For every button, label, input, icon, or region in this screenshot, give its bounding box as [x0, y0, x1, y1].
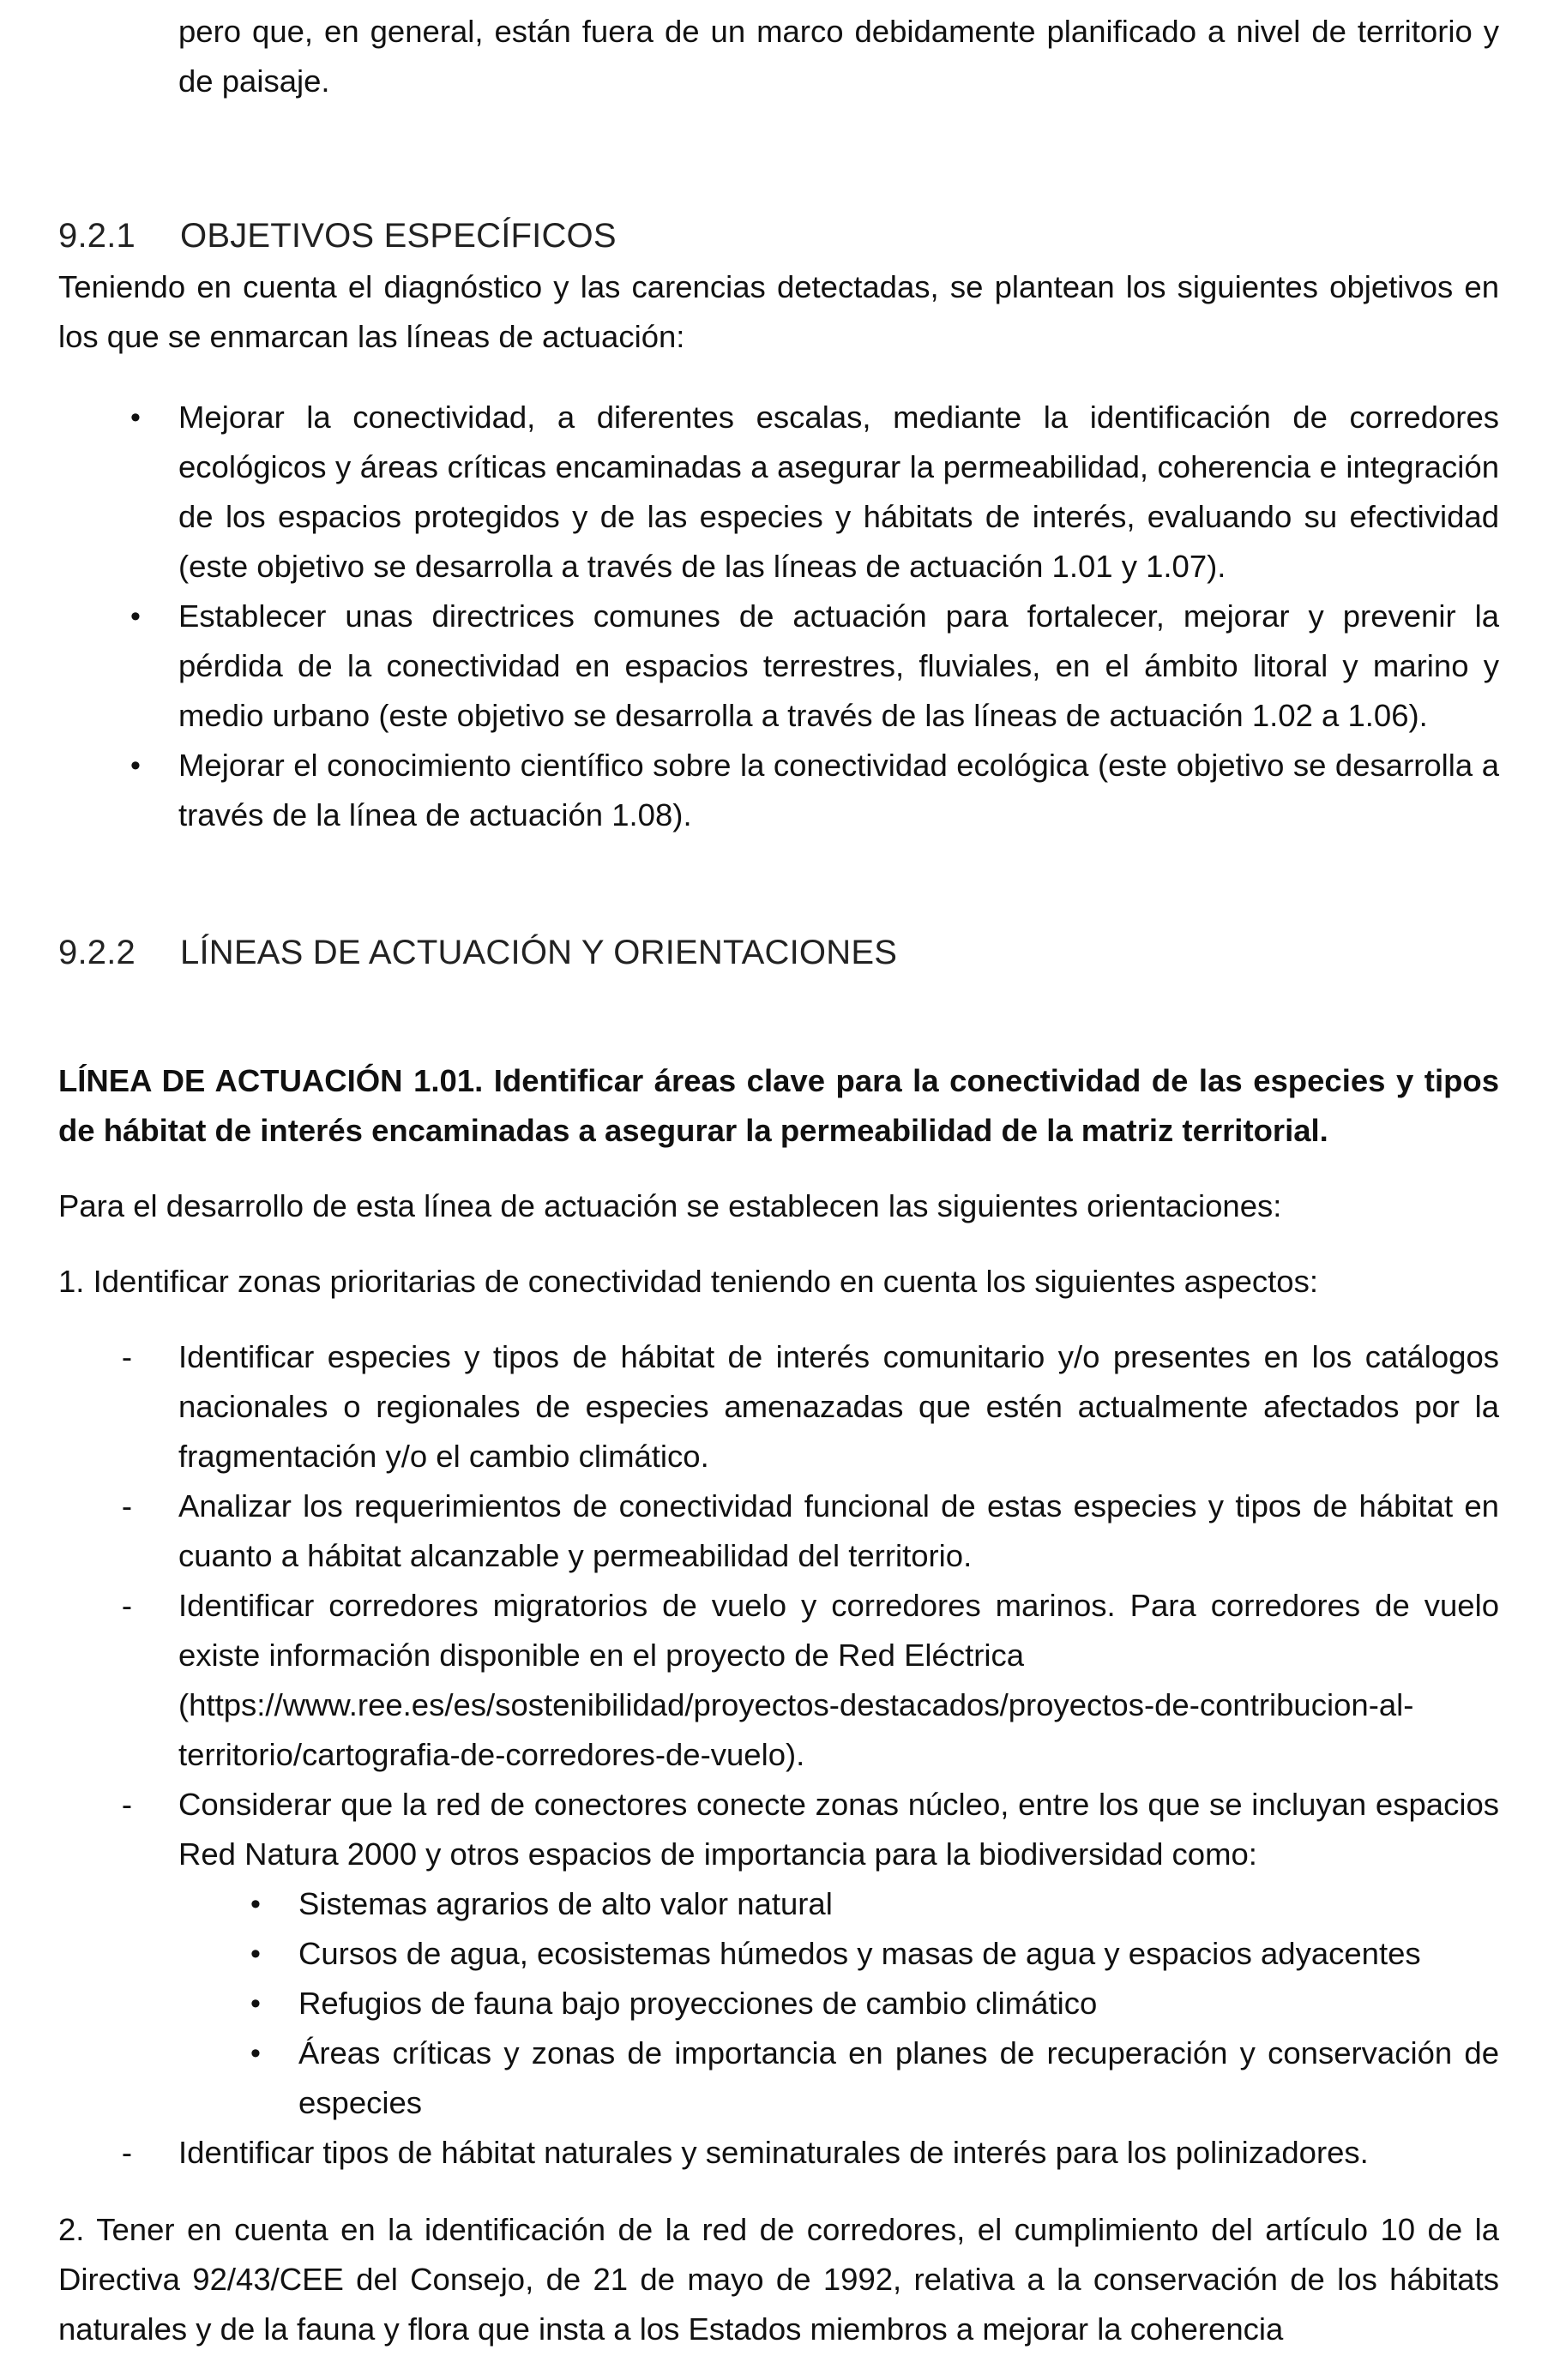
objectives-list: [0, 393, 1560, 840]
bullet-icon: •: [250, 1938, 261, 1970]
orientation-point-2: 2. Tener en cuenta en la identificación de la red de corredores, el cumplimiento del artículo 10 de la Directiva 92/43/CEE del Consejo, de 21 de mayo de 1992, relativa a la conservación de los hábitats naturales y de la fauna y flora que insta a los Estados miembros a mejorar la coherencia: [58, 2212, 1499, 2347]
section-heading-9-2-2: [58, 928, 897, 977]
bullet-icon: •: [130, 600, 141, 633]
ree-url-link[interactable]: (https://www.ree.es/es/sostenibilidad/proyectos-destacados/proyectos-de-contribucion-al-territorio/cartografia-de-corredores-de-vuelo).: [178, 1687, 1414, 1772]
bullet-icon: •: [250, 1987, 261, 2020]
dash-marker: -: [121, 2135, 133, 2170]
list-item: - Analizar los requerimientos de conectividad funcional de estas especies y tipos de hábitat en cuanto a hábitat alcanzable y permeabilidad del territorio.: [0, 1481, 1560, 1581]
section-title: LÍNEAS DE ACTUACIÓN Y ORIENTACIONES: [180, 934, 898, 971]
orientation-point-1: 1. Identificar zonas prioritarias de conectividad teniendo en cuenta los siguientes aspectos:: [58, 1264, 1319, 1299]
bullet-icon: •: [130, 401, 141, 434]
intro-paragraph: pero que, en general, están fuera de un marco debidamente planificado a nivel de territorio y de paisaje.: [178, 14, 1499, 99]
section-heading-9-2-1: [58, 211, 617, 261]
list-item: • Establecer unas directrices comunes de actuación para fortalecer, mejorar y prevenir la pérdida de la conectividad en espacios terrestres, fluviales, en el ámbito litoral y marino y medio urbano (este objetivo se desarrolla a través de las líneas de actuación 1.02 a 1.06).: [0, 592, 1560, 741]
aspects-list: [0, 1332, 1560, 2178]
section-number: 9.2.1: [58, 217, 136, 255]
list-item: • Sistemas agrarios de alto valor natural: [0, 1879, 1560, 1929]
dash-marker: -: [121, 1339, 133, 1374]
objectives-intro: Teniendo en cuenta el diagnóstico y las carencias detectadas, se plantean los siguientes objetivos en los que se enmarcan las líneas de actuación:: [58, 269, 1499, 354]
list-item: - Identificar corredores migratorios de vuelo y corredores marinos. Para corredores de vuelo existe información disponible en el proyecto de Red Eléctrica (https://www.ree.es/es/sostenibilidad/proyectos-destacados/proyectos-de-contribucion-al-territorio/cartografia-de-corredores-de-vuelo).: [0, 1581, 1560, 1780]
list-item: • Mejorar el conocimiento científico sobre la conectividad ecológica (este objetivo se desarrolla a través de la línea de actuación 1.08).: [0, 741, 1560, 840]
list-item: - Considerar que la red de conectores conecte zonas núcleo, entre los que se incluyan espacios Red Natura 2000 y otros espacios de importancia para la biodiversidad como:: [0, 1780, 1560, 1879]
line-of-action-heading: LÍNEA DE ACTUACIÓN 1.01. Identificar áreas clave para la conectividad de las especies y tipos de hábitat de interés encaminadas a asegurar la permeabilidad de la matriz territorial.: [58, 1063, 1499, 1148]
list-item: • Áreas críticas y zonas de importancia en planes de recuperación y conservación de especies: [0, 2028, 1560, 2128]
dash-marker: -: [121, 1588, 133, 1623]
list-item: • Cursos de agua, ecosistemas húmedos y masas de agua y espacios adyacentes: [0, 1929, 1560, 1979]
list-item: • Refugios de fauna bajo proyecciones de cambio climático: [0, 1979, 1560, 2028]
dash-marker: -: [121, 1488, 133, 1524]
bullet-icon: •: [250, 1888, 261, 1920]
bullet-icon: •: [250, 2037, 261, 2070]
dash-marker: -: [121, 1787, 133, 1822]
bullet-icon: •: [130, 749, 141, 782]
section-number: 9.2.2: [58, 934, 136, 971]
orientations-intro: Para el desarrollo de esta línea de actuación se establecen las siguientes orientaciones:: [58, 1188, 1282, 1223]
list-item: - Identificar especies y tipos de hábitat de interés comunitario y/o presentes en los catálogos nacionales o regionales de especies amenazadas que estén actualmente afectados por la fragmentación y/o el cambio climático.: [0, 1332, 1560, 1481]
list-item: - Identificar tipos de hábitat naturales y seminaturales de interés para los polinizadores.: [0, 2128, 1560, 2178]
list-item: • Mejorar la conectividad, a diferentes escalas, mediante la identificación de corredores ecológicos y áreas críticas encaminadas a asegurar la permeabilidad, coherencia e integración de los espacios protegidos y de las especies y hábitats de interés, evaluando su efectividad (este objetivo se desarrolla a través de las líneas de actuación 1.01 y 1.07).: [0, 393, 1560, 592]
section-title: OBJETIVOS ESPECÍFICOS: [180, 217, 617, 255]
